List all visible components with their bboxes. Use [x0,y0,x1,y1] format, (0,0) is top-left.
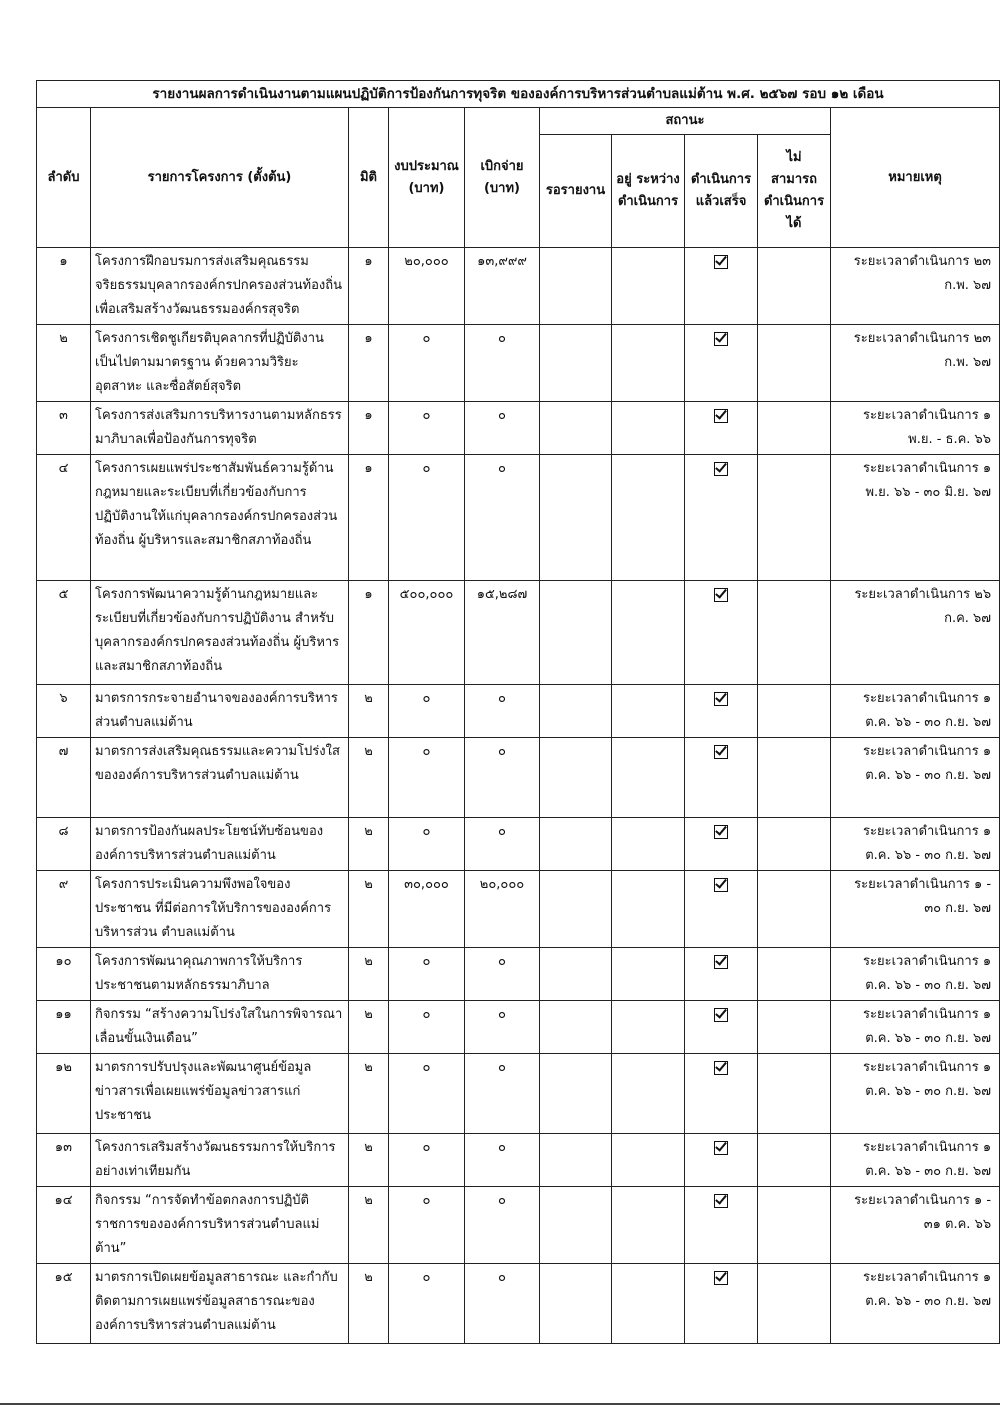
row-project-name: มาตรการกระจายอำนาจขององค์การบริหาร ส่วนตำบลแม่ต้าน [91,685,349,738]
row-disbursed: ๐ [465,1187,540,1264]
row-dimension: ๒ [349,1134,389,1187]
row-budget: ๕๐๐,๐๐๐ [389,581,465,685]
table-row [37,818,1000,871]
table-row [37,1054,1000,1134]
checkbox-checked-icon [714,332,728,346]
row-remark: ระยะเวลาดำเนินการ ๑ พ.ย. - ธ.ค. ๖๖ [831,402,1000,455]
row-budget: ๐ [389,1264,465,1344]
row-seq: ๑๑ [37,1001,91,1054]
header-dimension: มิติ [349,108,389,248]
row-budget: ๐ [389,738,465,818]
row-status-in-progress [612,818,685,871]
row-status-in-progress [612,325,685,402]
row-budget: ๓๐,๐๐๐ [389,871,465,948]
row-status-in-progress [612,1001,685,1054]
row-seq: ๑๒ [37,1054,91,1134]
row-status-unable [758,1264,831,1344]
table-row [37,871,1000,948]
checkbox-checked-icon [714,1061,728,1075]
checkbox-checked-icon [714,1008,728,1022]
row-status-waiting [540,1054,612,1134]
checkbox-checked-icon [714,1271,728,1285]
checkbox-checked-icon [714,745,728,759]
row-status-in-progress [612,455,685,581]
row-project-name: โครงการเชิดชูเกียรติบุคลากรที่ปฏิบัติงาน เป็นไปตามมาตรฐาน ด้วยความวิริยะอุตสาหะ และซื่อสัตย์สุจริต [91,325,349,402]
row-status-unable [758,581,831,685]
row-project-name: กิจกรรม “สร้างความโปร่งใสในการพิจารณา เลื่อนขั้นเงินเดือน” [91,1001,349,1054]
row-status-waiting [540,818,612,871]
row-budget: ๐ [389,1001,465,1054]
row-project-name: มาตรการเปิดเผยข้อมูลสาธารณะ และกำกับ ติดตามการเผยแพร่ข้อมูลสาธารณะของ องค์การบริหารส่วนตำบลแม่ต้าน [91,1264,349,1344]
row-status-waiting [540,685,612,738]
row-project-name: โครงการส่งเสริมการบริหารงานตามหลักธรร มาภิบาลเพื่อป้องกันการทุจริต [91,402,349,455]
header-status-done: ดำเนินการ แล้วเสร็จ [685,135,758,248]
row-status-waiting [540,402,612,455]
row-status-done [685,818,758,871]
row-seq: ๑๔ [37,1187,91,1264]
row-seq: ๖ [37,685,91,738]
row-project-name: โครงการเผยแพร่ประชาสัมพันธ์ความรู้ด้าน กฎหมายและระเบียบที่เกี่ยวข้องกับการ ปฏิบัติงานให้แก่บุคลากรองค์กรปกครองส่วน ท้องถิ่น ผู้บริหารและสมาชิกสภาท้องถิ่น [91,455,349,581]
row-remark: ระยะเวลาดำเนินการ ๒๓ ก.พ. ๖๗ [831,325,1000,402]
row-seq: ๓ [37,402,91,455]
row-disbursed: ๑๕,๒๘๗ [465,581,540,685]
row-remark: ระยะเวลาดำเนินการ ๑ ต.ค. ๖๖ - ๓๐ ก.ย. ๖๗ [831,1264,1000,1344]
row-status-done [685,581,758,685]
row-seq: ๑๓ [37,1134,91,1187]
row-status-done [685,948,758,1001]
row-status-in-progress [612,1187,685,1264]
row-status-unable [758,1054,831,1134]
row-remark: ระยะเวลาดำเนินการ ๑ พ.ย. ๖๖ - ๓๐ มิ.ย. ๖๗ [831,455,1000,581]
row-remark: ระยะเวลาดำเนินการ ๑ ต.ค. ๖๖ - ๓๐ ก.ย. ๖๗ [831,818,1000,871]
row-status-unable [758,871,831,948]
row-budget: ๐ [389,402,465,455]
row-remark: ระยะเวลาดำเนินการ ๑ ต.ค. ๖๖ - ๓๐ ก.ย. ๖๗ [831,1134,1000,1187]
row-disbursed: ๐ [465,325,540,402]
row-status-waiting [540,1264,612,1344]
row-status-in-progress [612,248,685,325]
row-status-in-progress [612,581,685,685]
row-seq: ๑๐ [37,948,91,1001]
row-seq: ๕ [37,581,91,685]
report-sheet [36,80,999,1344]
row-disbursed: ๐ [465,455,540,581]
row-dimension: ๒ [349,1054,389,1134]
row-seq: ๑ [37,248,91,325]
row-status-unable [758,818,831,871]
row-status-done [685,1001,758,1054]
row-seq: ๘ [37,818,91,871]
row-status-done [685,248,758,325]
row-seq: ๑๕ [37,1264,91,1344]
checkbox-checked-icon [714,955,728,969]
row-remark: ระยะเวลาดำเนินการ ๒๓ ก.พ. ๖๗ [831,248,1000,325]
row-status-waiting [540,738,612,818]
row-dimension: ๒ [349,871,389,948]
row-status-done [685,685,758,738]
row-seq: ๒ [37,325,91,402]
row-disbursed: ๐ [465,685,540,738]
row-budget: ๐ [389,455,465,581]
row-status-waiting [540,1187,612,1264]
row-status-done [685,871,758,948]
header-disbursed: เบิกจ่าย (บาท) [465,108,540,248]
row-status-done [685,455,758,581]
row-status-done [685,1054,758,1134]
header-budget: งบประมาณ (บาท) [389,108,465,248]
row-status-unable [758,1134,831,1187]
checkbox-checked-icon [714,1141,728,1155]
row-dimension: ๒ [349,1187,389,1264]
row-status-in-progress [612,871,685,948]
row-project-name: มาตรการปรับปรุงและพัฒนาศูนย์ข้อมูล ข่าวสารเพื่อเผยแพร่ข้อมูลข่าวสารแก่ประชาชน [91,1054,349,1134]
header-project: รายการโครงการ (ตั้งต้น) [91,108,349,248]
table-row [37,738,1000,818]
row-dimension: ๑ [349,248,389,325]
row-status-in-progress [612,402,685,455]
row-project-name: มาตรการป้องกันผลประโยชน์ทับซ้อนของ องค์การบริหารส่วนตำบลแม่ต้าน [91,818,349,871]
row-seq: ๗ [37,738,91,818]
row-dimension: ๑ [349,455,389,581]
row-status-in-progress [612,1134,685,1187]
row-status-unable [758,248,831,325]
row-disbursed: ๐ [465,738,540,818]
report-rows [37,248,1000,1344]
row-status-waiting [540,455,612,581]
row-status-unable [758,325,831,402]
header-status-unable: ไม่ สามารถ ดำเนินการ ได้ [758,135,831,248]
row-budget: ๒๐,๐๐๐ [389,248,465,325]
checkbox-checked-icon [714,462,728,476]
row-budget: ๐ [389,685,465,738]
row-status-in-progress [612,738,685,818]
row-dimension: ๒ [349,1001,389,1054]
row-disbursed: ๐ [465,1134,540,1187]
row-status-unable [758,402,831,455]
row-remark: ระยะเวลาดำเนินการ ๑ ต.ค. ๖๖ - ๓๐ ก.ย. ๖๗ [831,948,1000,1001]
row-seq: ๔ [37,455,91,581]
row-status-in-progress [612,948,685,1001]
row-status-in-progress [612,685,685,738]
table-row [37,685,1000,738]
row-status-done [685,1134,758,1187]
row-remark: ระยะเวลาดำเนินการ ๑ - ๓๐ ก.ย. ๖๗ [831,871,1000,948]
table-row [37,581,1000,685]
row-dimension: ๒ [349,948,389,1001]
page-bottom-rule [0,1403,1000,1405]
header-status-in-progress: อยู่ ระหว่าง ดำเนินการ [612,135,685,248]
row-status-done [685,325,758,402]
row-status-in-progress [612,1264,685,1344]
row-budget: ๐ [389,1134,465,1187]
row-status-unable [758,948,831,1001]
row-disbursed: ๐ [465,1264,540,1344]
row-remark: ระยะเวลาดำเนินการ ๑ ต.ค. ๖๖ - ๓๐ ก.ย. ๖๗ [831,685,1000,738]
row-disbursed: ๐ [465,818,540,871]
checkbox-checked-icon [714,588,728,602]
row-status-unable [758,738,831,818]
row-disbursed: ๐ [465,1001,540,1054]
row-status-in-progress [612,1054,685,1134]
header-status: สถานะ [540,108,831,135]
header-remarks: หมายเหตุ [831,108,1000,248]
row-remark: ระยะเวลาดำเนินการ ๑ ต.ค. ๖๖ - ๓๐ ก.ย. ๖๗ [831,1001,1000,1054]
row-project-name: กิจกรรม “การจัดทำข้อตกลงการปฏิบัติ ราชการขององค์การบริหารส่วนตำบลแม่ต้าน” [91,1187,349,1264]
row-status-done [685,738,758,818]
row-status-unable [758,685,831,738]
header-seq: ลำดับ [37,108,91,248]
row-dimension: ๒ [349,1264,389,1344]
row-status-unable [758,1187,831,1264]
table-row [37,325,1000,402]
row-budget: ๐ [389,1187,465,1264]
header-status-waiting: รอรายงาน [540,135,612,248]
row-disbursed: ๐ [465,402,540,455]
row-disbursed: ๑๓,๙๙๙ [465,248,540,325]
row-status-waiting [540,871,612,948]
row-disbursed: ๐ [465,948,540,1001]
row-status-done [685,1264,758,1344]
row-project-name: โครงการพัฒนาความรู้ด้านกฎหมายและ ระเบียบที่เกี่ยวข้องกับการปฏิบัติงาน สำหรับ บุคลากรองค์กรปกครองส่วนท้องถิ่น ผู้บริหาร และสมาชิกสภาท้องถิ่น [91,581,349,685]
checkbox-checked-icon [714,409,728,423]
row-project-name: โครงการฝึกอบรมการส่งเสริมคุณธรรม จริยธรรมบุคลากรองค์กรปกครองส่วนท้องถิ่น เพื่อเสริมสร้างวัฒนธรรมองค์กรสุจริต [91,248,349,325]
row-remark: ระยะเวลาดำเนินการ ๑ ต.ค. ๖๖ - ๓๐ ก.ย. ๖๗ [831,1054,1000,1134]
row-budget: ๐ [389,948,465,1001]
row-remark: ระยะเวลาดำเนินการ ๑ ต.ค. ๖๖ - ๓๐ ก.ย. ๖๗ [831,738,1000,818]
row-project-name: มาตรการส่งเสริมคุณธรรมและความโปร่งใส ขององค์การบริหารส่วนตำบลแม่ต้าน [91,738,349,818]
report-title: รายงานผลการดำเนินงานตามแผนปฏิบัติการป้องกันการทุจริต ขององค์การบริหารส่วนตำบลแม่ต้าน พ.ศ. ๒๕๖๗ รอบ ๑๒ เดือน [37,81,1000,108]
row-dimension: ๒ [349,738,389,818]
row-status-waiting [540,948,612,1001]
row-dimension: ๑ [349,325,389,402]
checkbox-checked-icon [714,1194,728,1208]
report-table [36,80,1000,1344]
table-row [37,948,1000,1001]
table-row [37,248,1000,325]
row-project-name: โครงการประเมินความพึงพอใจของประชาชน ที่มีต่อการให้บริการขององค์การบริหารส่วน ตำบลแม่ต้าน [91,871,349,948]
row-disbursed: ๐ [465,1054,540,1134]
table-row [37,402,1000,455]
row-status-unable [758,1001,831,1054]
row-status-waiting [540,1001,612,1054]
checkbox-checked-icon [714,878,728,892]
row-budget: ๐ [389,1054,465,1134]
row-dimension: ๒ [349,818,389,871]
row-budget: ๐ [389,818,465,871]
table-row [37,1001,1000,1054]
row-dimension: ๑ [349,581,389,685]
row-project-name: โครงการเสริมสร้างวัฒนธรรมการให้บริการ อย่างเท่าเทียมกัน [91,1134,349,1187]
row-budget: ๐ [389,325,465,402]
row-status-done [685,402,758,455]
row-status-done [685,1187,758,1264]
row-remark: ระยะเวลาดำเนินการ ๑ - ๓๑ ต.ค. ๖๖ [831,1187,1000,1264]
row-remark: ระยะเวลาดำเนินการ ๒๖ ก.ค. ๖๗ [831,581,1000,685]
checkbox-checked-icon [714,692,728,706]
row-seq: ๙ [37,871,91,948]
row-status-waiting [540,248,612,325]
table-row [37,455,1000,581]
checkbox-checked-icon [714,255,728,269]
row-status-waiting [540,1134,612,1187]
row-status-waiting [540,325,612,402]
table-row [37,1134,1000,1187]
table-row [37,1187,1000,1264]
row-dimension: ๑ [349,402,389,455]
row-project-name: โครงการพัฒนาคุณภาพการให้บริการ ประชาชนตามหลักธรรมาภิบาล [91,948,349,1001]
row-dimension: ๒ [349,685,389,738]
checkbox-checked-icon [714,825,728,839]
row-disbursed: ๒๐,๐๐๐ [465,871,540,948]
table-row [37,1264,1000,1344]
row-status-unable [758,455,831,581]
row-status-waiting [540,581,612,685]
